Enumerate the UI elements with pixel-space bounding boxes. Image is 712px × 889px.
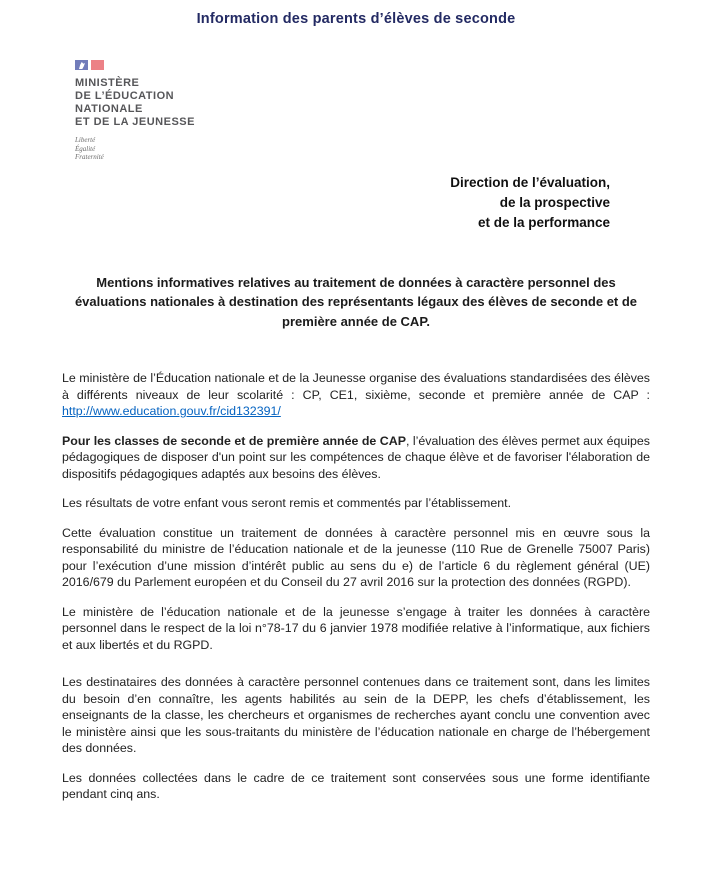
text: Le ministère de l’éducation nationale et de la jeunesse s’engage à traiter les données à caractère personnel dans le respect de la loi n°78-17 du 6 janvier 1978 modifiée relative à l’informatique, aux fichiers et aux libertés et du RGPD.: [62, 604, 650, 652]
education-gouv-link[interactable]: http://www.education.gouv.fr/cid132391/: [62, 404, 281, 418]
document-heading: Mentions informatives relatives au traitement de données à caractère personnel des évaluations nationales à destination des représentants légaux des élèves de seconde et de première année de CAP.: [74, 274, 638, 329]
flag-blue-block: [75, 60, 88, 70]
document-body: [0, 273, 712, 803]
republic-motto: [75, 136, 712, 162]
text: , l’évaluation des élèves permet aux équipes pédagogiques de disposer d'un point sur les compétences de chaque élève et de favoriser l'élaboration de dispositifs pédagogiques adaptés aux besoins des élèves.: [62, 433, 650, 481]
motto-line: Liberté: [75, 136, 96, 144]
text: Le ministère de l’Éducation nationale et de la Jeunesse organise des évaluations standardisées des élèves à différents niveaux de leur scolarité : CP, CE1, sixième, seconde et première année de CAP :: [62, 371, 650, 402]
ministry-name-line: DE L’ÉDUCATION: [75, 90, 175, 102]
bold-text: Pour les classes de seconde et de première année de CAP: [62, 433, 406, 448]
paragraph: [62, 495, 650, 512]
text: Les données collectées dans le cadre de ce traitement sont conservées sous une forme identifiante pendant cinq ans.: [62, 770, 650, 801]
paragraph: [62, 674, 650, 757]
direction-line: Direction de l’évaluation,: [450, 174, 610, 190]
direction-block: [0, 173, 712, 233]
ministry-name-line: MINISTÈRE: [75, 77, 140, 89]
ministry-name-line: NATIONALE: [75, 103, 143, 115]
ministry-name-line: ET DE LA JEUNESSE: [75, 116, 195, 128]
direction-line: et de la performance: [477, 214, 610, 230]
document-title: Information des parents d’élèves de seconde: [196, 11, 516, 27]
motto-line: Égalité: [75, 144, 96, 153]
paragraph: [62, 525, 650, 591]
text: Les destinataires des données à caractère personnel contenues dans ce traitement sont, dans les limites du besoin d’en connaître, les agents habilités au sein de la DEPP, les chefs d’établissement, les enseignants de la classe, les chercheurs et organismes de recherches ayant conclu une convention avec le ministère ainsi que les sous-traitants du ministère de l’éducation nationale en charge de l’hébergement des données.: [62, 675, 650, 755]
flag-red-block: [91, 60, 104, 70]
motto-line: Fraternité: [75, 153, 104, 161]
text: Cette évaluation constitue un traitement de données à caractère personnel mis en œuvre sous la responsabilité du ministre de l’éducation nationale et de la jeunesse (110 Rue de Grenelle 75007 Paris) pour l’exécution d’une mission d’intérêt public au sens du e) de l’article 6 du règlement général (UE) 2016/679 du Parlement européen et du Conseil du 27 avril 2016 sur la protection des données (RGPD).: [62, 525, 650, 589]
paragraph: [62, 370, 650, 420]
text: Les résultats de votre enfant vous seront remis et commentés par l’établissement.: [62, 496, 512, 510]
paragraph: [62, 604, 650, 654]
paragraph: [62, 770, 650, 803]
ministry-logo: [75, 60, 712, 162]
paragraphs: [62, 370, 650, 803]
paragraph: [62, 433, 650, 483]
direction-line: de la prospective: [499, 194, 610, 210]
french-flag-icon: [75, 60, 712, 70]
